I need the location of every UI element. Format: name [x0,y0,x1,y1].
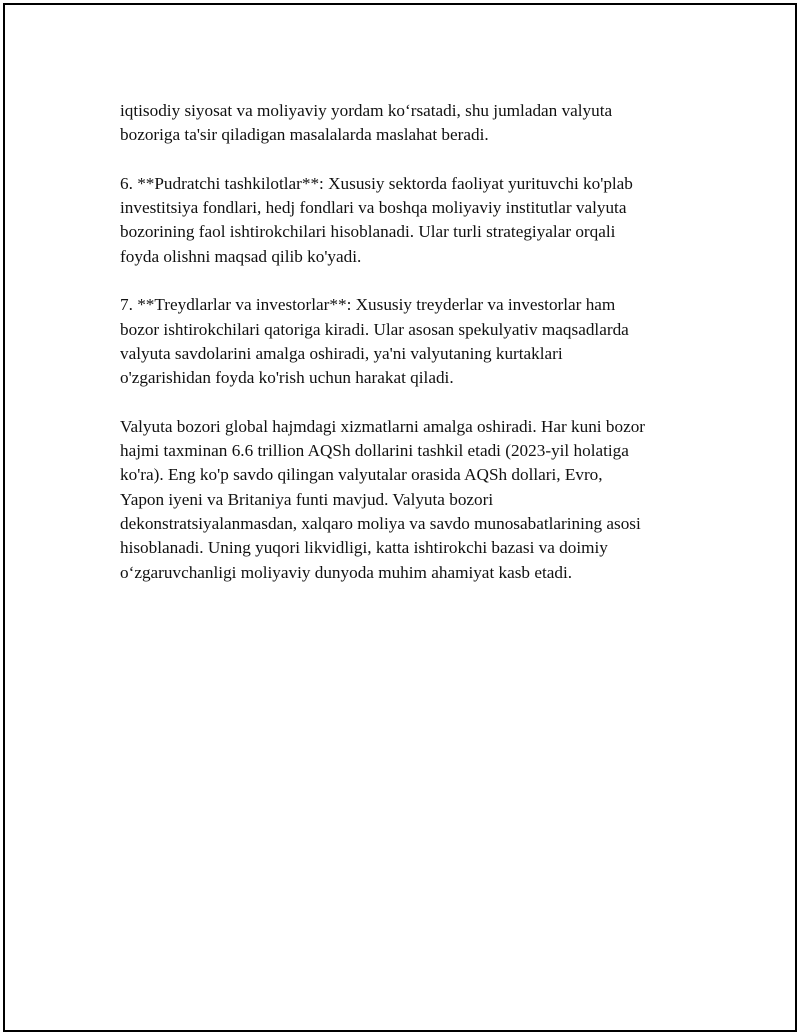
paragraph-item-7 [120,293,705,390]
text-line: o'zgarishidan foyda ko'rish uchun harakat qiladi. [120,368,454,388]
text-line: investitsiya fondlari, hedj fondlari va boshqa moliyaviy institutlar valyuta [120,198,627,218]
document-body [120,99,705,609]
text-line: dekonstratsiyalanmasdan, xalqaro moliya va savdo munosabatlarining asosi [120,514,641,534]
text-line: bozorining faol ishtirokchilari hisoblanadi. Ular turli strategiyalar orqali [120,222,616,242]
text-line: bozor ishtirokchilari qatoriga kiradi. Ular asosan spekulyativ maqsadlarda [120,319,629,339]
text-line: bozoriga ta'sir qiladigan masalalarda maslahat beradi. [120,125,489,145]
text-line: hajmi taxminan 6.6 trillion AQSh dollarini tashkil etadi (2023-yil holatiga [120,441,629,461]
text-line: oʻzgaruvchanligi moliyaviy dunyoda muhim ahamiyat kasb etadi. [120,562,573,582]
text-line: iqtisodiy siyosat va moliyaviy yordam koʻrsatadi, shu jumladan valyuta [120,101,613,120]
text-line: 6. **Pudratchi tashkilotlar**: Xususiy sektorda faoliyat yurituvchi ko'plab [120,173,633,193]
text-line: Valyuta bozori global hajmdagi xizmatlarni amalga oshiradi. Har kuni bozor [120,416,646,436]
paragraph-item-6 [120,172,705,269]
text-line: ko'ra). Eng ko'p savdo qilingan valyutalar orasida AQSh dollari, Evro, [120,465,603,485]
text-line: Yapon iyeni va Britaniya funti mavjud. Valyuta bozori [120,489,494,509]
text-line: foyda olishni maqsad qilib ko'yadi. [120,246,362,266]
document-page [3,3,797,1032]
paragraph-continuation [120,99,705,148]
text-line: hisoblanadi. Uning yuqori likvidligi, katta ishtirokchi bazasi va doimiy [120,538,608,558]
text-line: 7. **Treydlarlar va investorlar**: Xususiy treyderlar va investorlar ham [120,295,616,315]
text-line: valyuta savdolarini amalga oshiradi, ya'ni valyutaning kurtaklari [120,343,563,363]
paragraph-summary [120,415,705,585]
